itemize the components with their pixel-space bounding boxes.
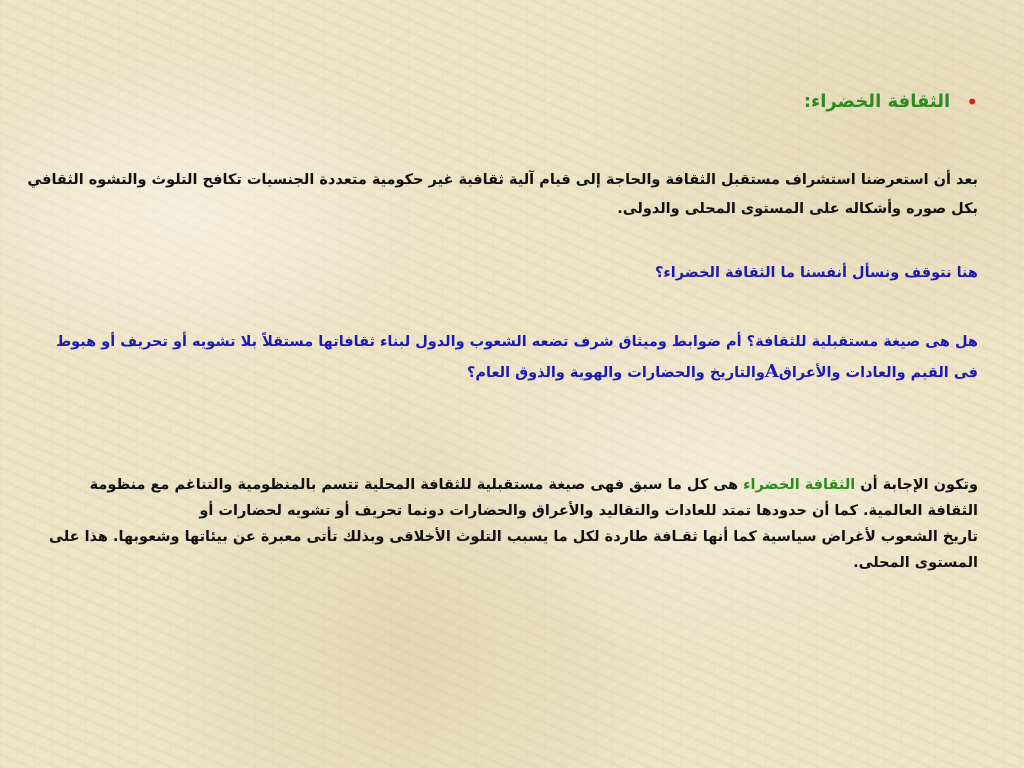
paragraph-answer-line-3: تاريخ الشعوب لأغراض سياسية كما أنها ثقـافة طاردة لكل ما يسبب التلوث الأخلاقى وبذلك تأتى معبرة عن بيئاتها وشعوبها. هذا على	[49, 529, 978, 545]
slide-title: الثقافة الخضراء:	[803, 91, 951, 112]
answer-start-text: وتكون الإجابة أن	[860, 477, 978, 493]
paragraph-answer-line-2: الثقافة العالمية. كما أن حدودها تمتد للعادات والتقاليد والأعراق والحضارات دونما تحريف أو تشويه لحضارات أو	[199, 503, 978, 519]
paragraph-intro	[27, 166, 978, 224]
paragraph-question-line-1: هنا نتوقف ونسأل أنفسنا ما الثقافة الخضراء؟	[654, 265, 978, 281]
answer-highlight-text: الثقافة الخضراء	[743, 477, 856, 493]
line-2-start-text: فى القيم والعادات والأعراق	[778, 365, 978, 381]
paragraph-definition-question-line-1: هل هى صيغة مستقبلية للثقافة؟ أم ضوابط وميثاق شرف تضعه الشعوب والدول لبناء ثقافاتها مستقلاً بلا تشويه أو تحريف أو هبوط	[56, 334, 978, 350]
line-2-end-text: والتاريخ والحضارات والهوية والذوق العام؟	[466, 365, 765, 381]
paragraph-intro-line-1: بعد أن استعرضنا استشراف مستقبل الثقافة والحاجة إلى قيام آلية ثقافية غير حكومية متعددة الجنسيات تكافح التلوث والتشوه الثقافي	[27, 172, 978, 188]
paragraph-definition-question-line-2	[56, 357, 978, 388]
answer-end-text: هى كل ما سبق فهى صيغة مستقبلية للثقافة المحلية تتسم بالمنظومية والتناغم مع منظومة	[89, 477, 739, 493]
paragraph-intro-line-2: بكل صوره وأشكاله على المستوى المحلى والدولى.	[617, 201, 978, 217]
paragraph-answer	[49, 472, 978, 576]
paragraph-answer-line-4: المستوى المحلى.	[853, 555, 978, 571]
bullet-icon: •	[966, 90, 978, 114]
paragraph-answer-line-1	[49, 472, 978, 498]
title-row	[804, 92, 978, 112]
paragraph-definition-question	[56, 328, 978, 388]
paragraph-question	[655, 259, 978, 288]
latin-letter: A	[764, 361, 779, 382]
